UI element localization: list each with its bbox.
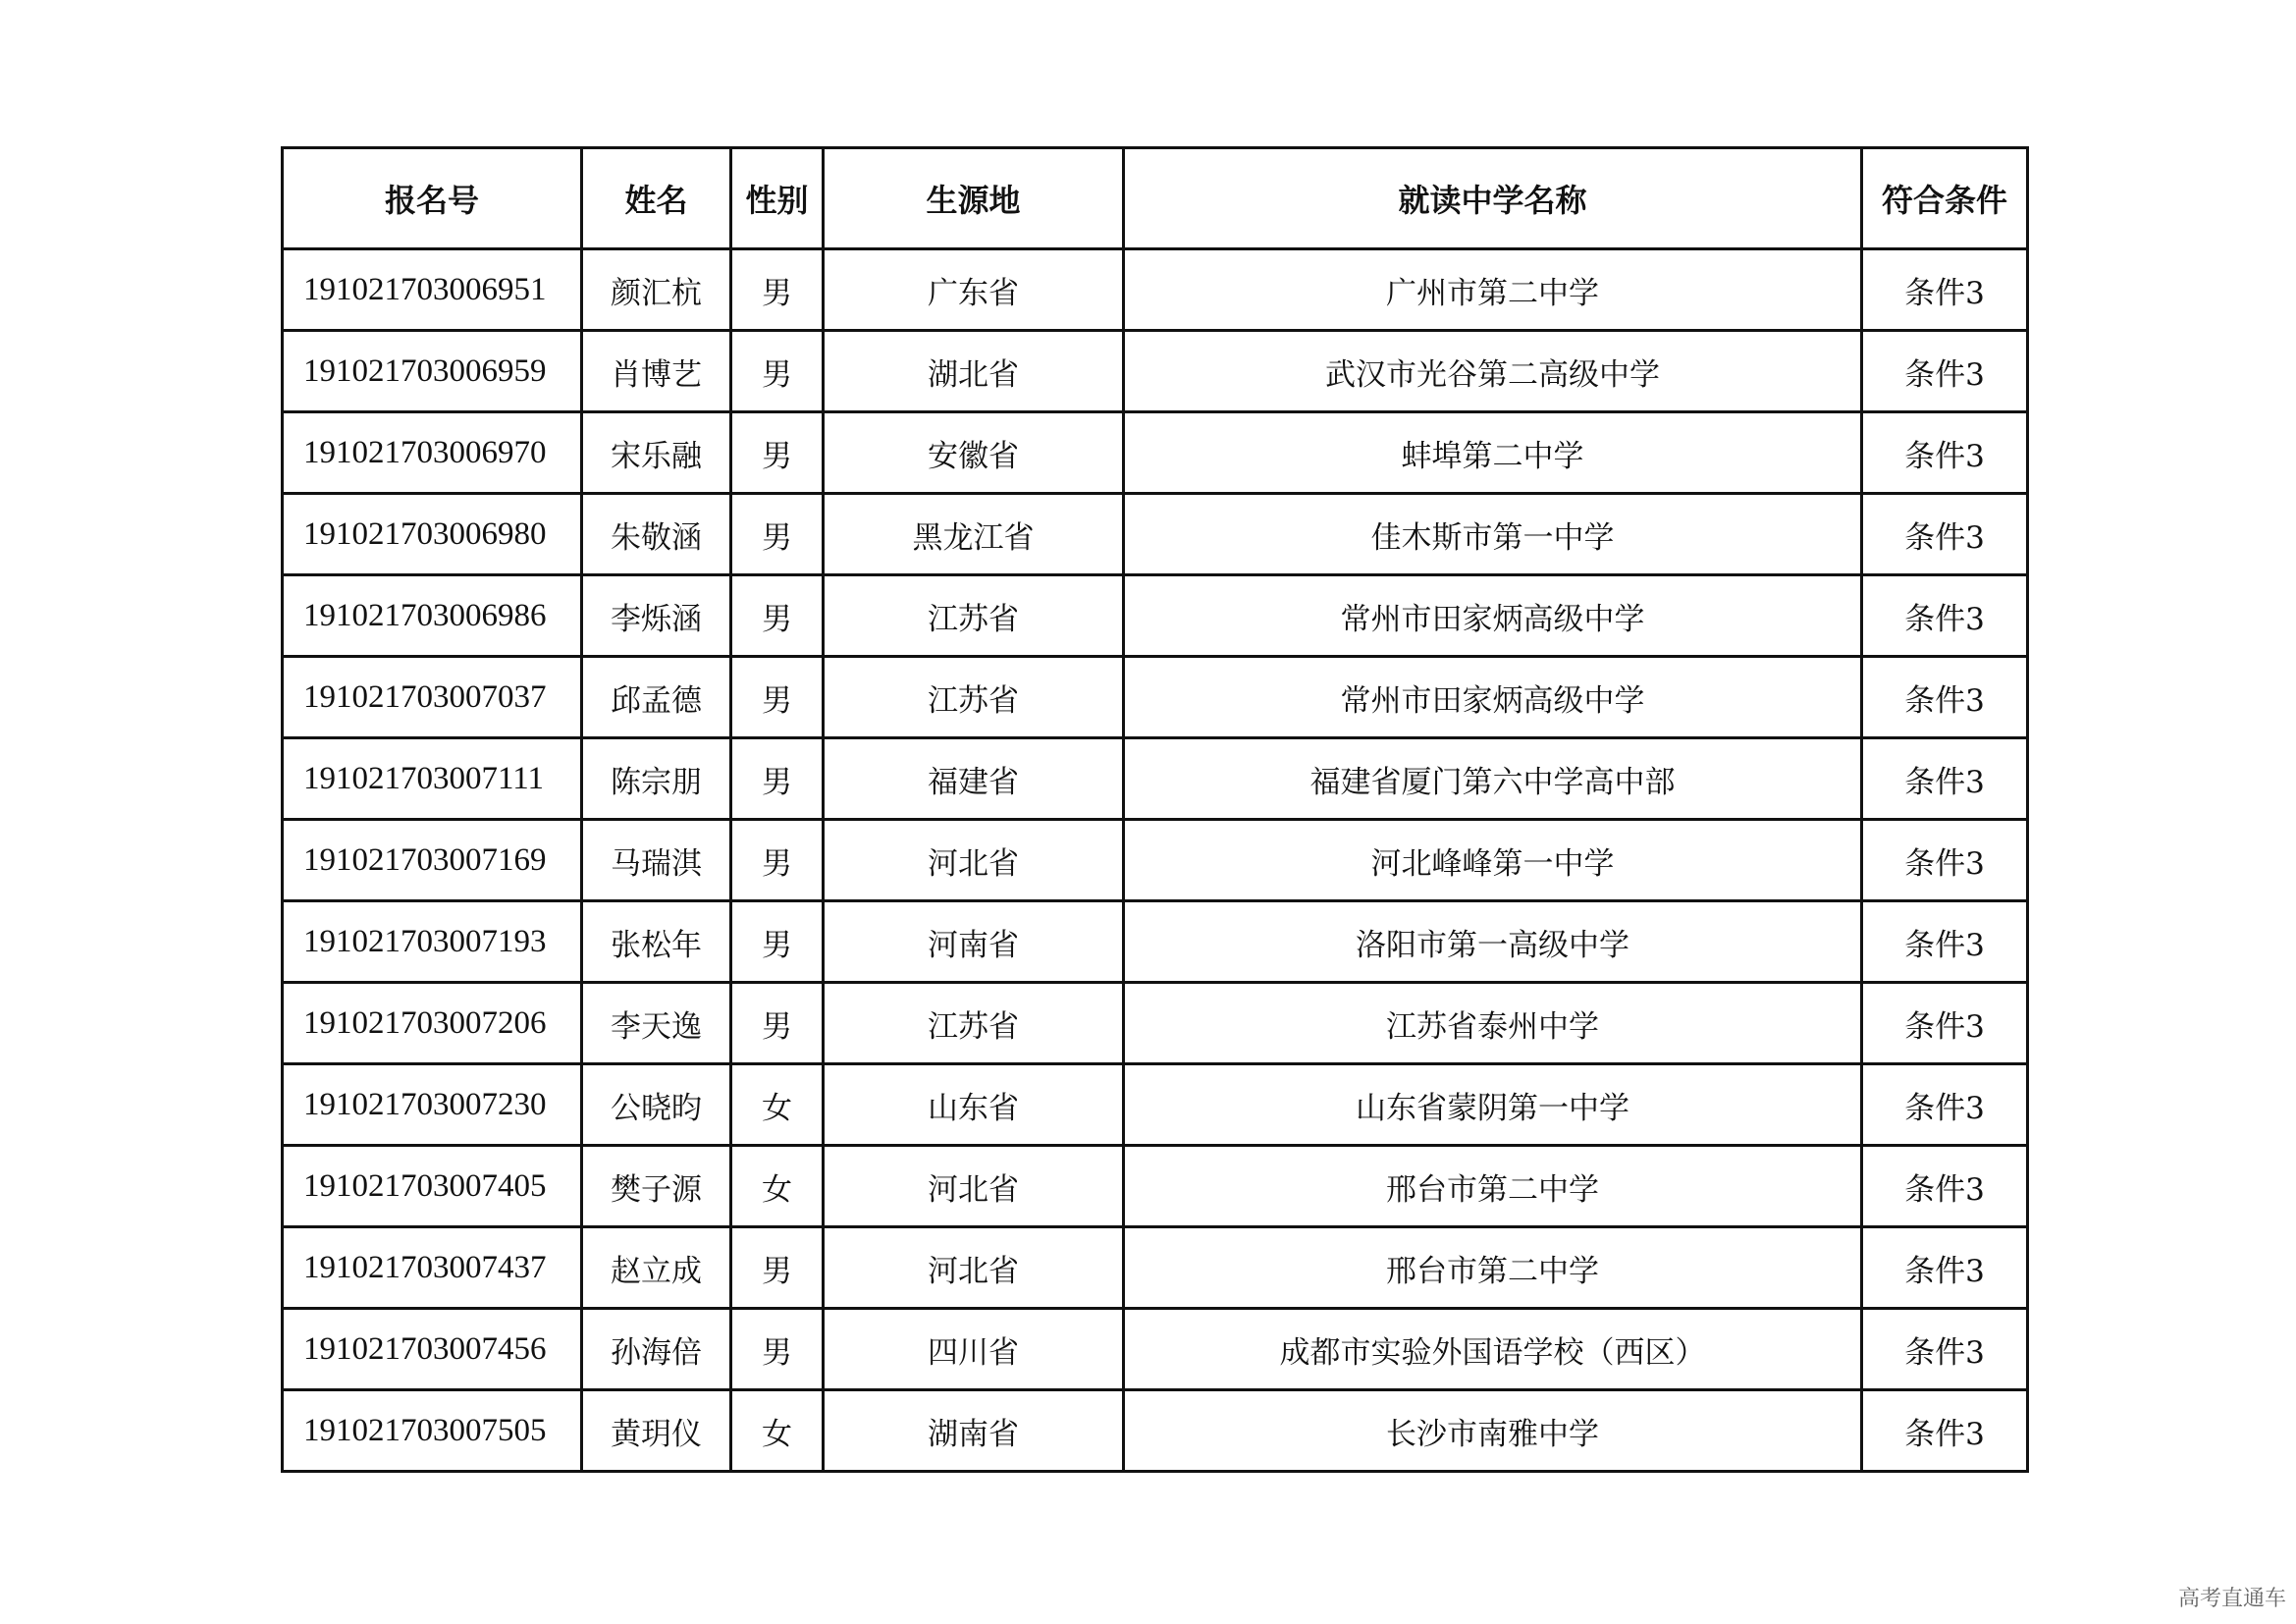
table-row [283,1309,2028,1390]
cell-origin-province: 江苏省 [824,983,1124,1064]
cell-origin-province: 河北省 [824,1146,1124,1227]
table-row [283,657,2028,738]
cell-gender: 男 [731,494,824,575]
cell-gender: 男 [731,738,824,820]
cell-school-name: 常州市田家炳高级中学 [1124,657,1862,738]
header-registration-number: 报名号 [283,148,582,249]
cell-registration-number: 191021703007230 [283,1064,582,1146]
cell-school-name: 蚌埠第二中学 [1124,412,1862,494]
cell-qualifying-condition: 条件3 [1862,1390,2028,1472]
table-row [283,575,2028,657]
table-row [283,738,2028,820]
table-header-row [283,148,2028,249]
cell-qualifying-condition: 条件3 [1862,820,2028,901]
table-row [283,249,2028,331]
cell-gender: 男 [731,657,824,738]
cell-name: 李天逸 [582,983,731,1064]
cell-name: 公晓昀 [582,1064,731,1146]
cell-registration-number: 191021703006959 [283,331,582,412]
cell-origin-province: 河北省 [824,820,1124,901]
cell-name: 赵立成 [582,1227,731,1309]
header-school-name: 就读中学名称 [1124,148,1862,249]
cell-qualifying-condition: 条件3 [1862,575,2028,657]
cell-qualifying-condition: 条件3 [1862,983,2028,1064]
cell-origin-province: 安徽省 [824,412,1124,494]
table-row [283,331,2028,412]
cell-school-name: 邢台市第二中学 [1124,1227,1862,1309]
cell-qualifying-condition: 条件3 [1862,331,2028,412]
cell-qualifying-condition: 条件3 [1862,1227,2028,1309]
cell-origin-province: 江苏省 [824,575,1124,657]
cell-school-name: 佳木斯市第一中学 [1124,494,1862,575]
cell-name: 孙海倍 [582,1309,731,1390]
cell-registration-number: 191021703007169 [283,820,582,901]
cell-name: 陈宗朋 [582,738,731,820]
cell-origin-province: 广东省 [824,249,1124,331]
cell-origin-province: 湖北省 [824,331,1124,412]
cell-registration-number: 191021703006970 [283,412,582,494]
cell-gender: 女 [731,1064,824,1146]
table-row [283,983,2028,1064]
cell-gender: 男 [731,249,824,331]
cell-name: 邱孟德 [582,657,731,738]
table-row [283,820,2028,901]
table-row [283,1227,2028,1309]
cell-registration-number: 191021703006951 [283,249,582,331]
table-row [283,1390,2028,1472]
cell-qualifying-condition: 条件3 [1862,1064,2028,1146]
header-gender: 性别 [731,148,824,249]
cell-gender: 男 [731,820,824,901]
cell-registration-number: 191021703006986 [283,575,582,657]
table-body [283,249,2028,1472]
cell-registration-number: 191021703006980 [283,494,582,575]
cell-name: 马瑞淇 [582,820,731,901]
cell-qualifying-condition: 条件3 [1862,412,2028,494]
table-row [283,412,2028,494]
cell-name: 颜汇杭 [582,249,731,331]
cell-gender: 男 [731,575,824,657]
cell-origin-province: 河南省 [824,901,1124,983]
cell-registration-number: 191021703007405 [283,1146,582,1227]
cell-name: 肖博艺 [582,331,731,412]
cell-school-name: 武汉市光谷第二高级中学 [1124,331,1862,412]
cell-qualifying-condition: 条件3 [1862,1146,2028,1227]
cell-qualifying-condition: 条件3 [1862,657,2028,738]
cell-registration-number: 191021703007206 [283,983,582,1064]
header-origin-province: 生源地 [824,148,1124,249]
cell-school-name: 福建省厦门第六中学高中部 [1124,738,1862,820]
cell-school-name: 邢台市第二中学 [1124,1146,1862,1227]
cell-qualifying-condition: 条件3 [1862,901,2028,983]
cell-registration-number: 191021703007505 [283,1390,582,1472]
cell-origin-province: 四川省 [824,1309,1124,1390]
cell-gender: 男 [731,983,824,1064]
cell-name: 宋乐融 [582,412,731,494]
header-qualifying-condition: 符合条件 [1862,148,2028,249]
cell-registration-number: 191021703007456 [283,1309,582,1390]
cell-gender: 男 [731,1309,824,1390]
cell-gender: 男 [731,1227,824,1309]
cell-qualifying-condition: 条件3 [1862,494,2028,575]
cell-school-name: 常州市田家炳高级中学 [1124,575,1862,657]
cell-qualifying-condition: 条件3 [1862,738,2028,820]
cell-school-name: 洛阳市第一高级中学 [1124,901,1862,983]
table-row [283,1064,2028,1146]
cell-school-name: 江苏省泰州中学 [1124,983,1862,1064]
cell-school-name: 广州市第二中学 [1124,249,1862,331]
cell-school-name: 成都市实验外国语学校（西区） [1124,1309,1862,1390]
cell-gender: 男 [731,412,824,494]
cell-gender: 女 [731,1390,824,1472]
cell-school-name: 河北峰峰第一中学 [1124,820,1862,901]
cell-qualifying-condition: 条件3 [1862,1309,2028,1390]
cell-registration-number: 191021703007437 [283,1227,582,1309]
watermark-text: 高考直通车 [2177,1587,2286,1611]
cell-school-name: 长沙市南雅中学 [1124,1390,1862,1472]
cell-registration-number: 191021703007111 [283,738,582,820]
cell-origin-province: 福建省 [824,738,1124,820]
admission-roster-table [281,146,2029,1473]
cell-origin-province: 湖南省 [824,1390,1124,1472]
cell-name: 张松年 [582,901,731,983]
cell-registration-number: 191021703007193 [283,901,582,983]
cell-name: 黄玥仪 [582,1390,731,1472]
cell-registration-number: 191021703007037 [283,657,582,738]
table-row [283,901,2028,983]
cell-name: 朱敬涵 [582,494,731,575]
table-row [283,494,2028,575]
cell-origin-province: 江苏省 [824,657,1124,738]
header-name: 姓名 [582,148,731,249]
cell-qualifying-condition: 条件3 [1862,249,2028,331]
cell-gender: 男 [731,331,824,412]
cell-gender: 男 [731,901,824,983]
cell-school-name: 山东省蒙阴第一中学 [1124,1064,1862,1146]
cell-name: 樊子源 [582,1146,731,1227]
cell-origin-province: 黑龙江省 [824,494,1124,575]
table-row [283,1146,2028,1227]
cell-gender: 女 [731,1146,824,1227]
cell-origin-province: 河北省 [824,1227,1124,1309]
cell-origin-province: 山东省 [824,1064,1124,1146]
cell-name: 李烁涵 [582,575,731,657]
